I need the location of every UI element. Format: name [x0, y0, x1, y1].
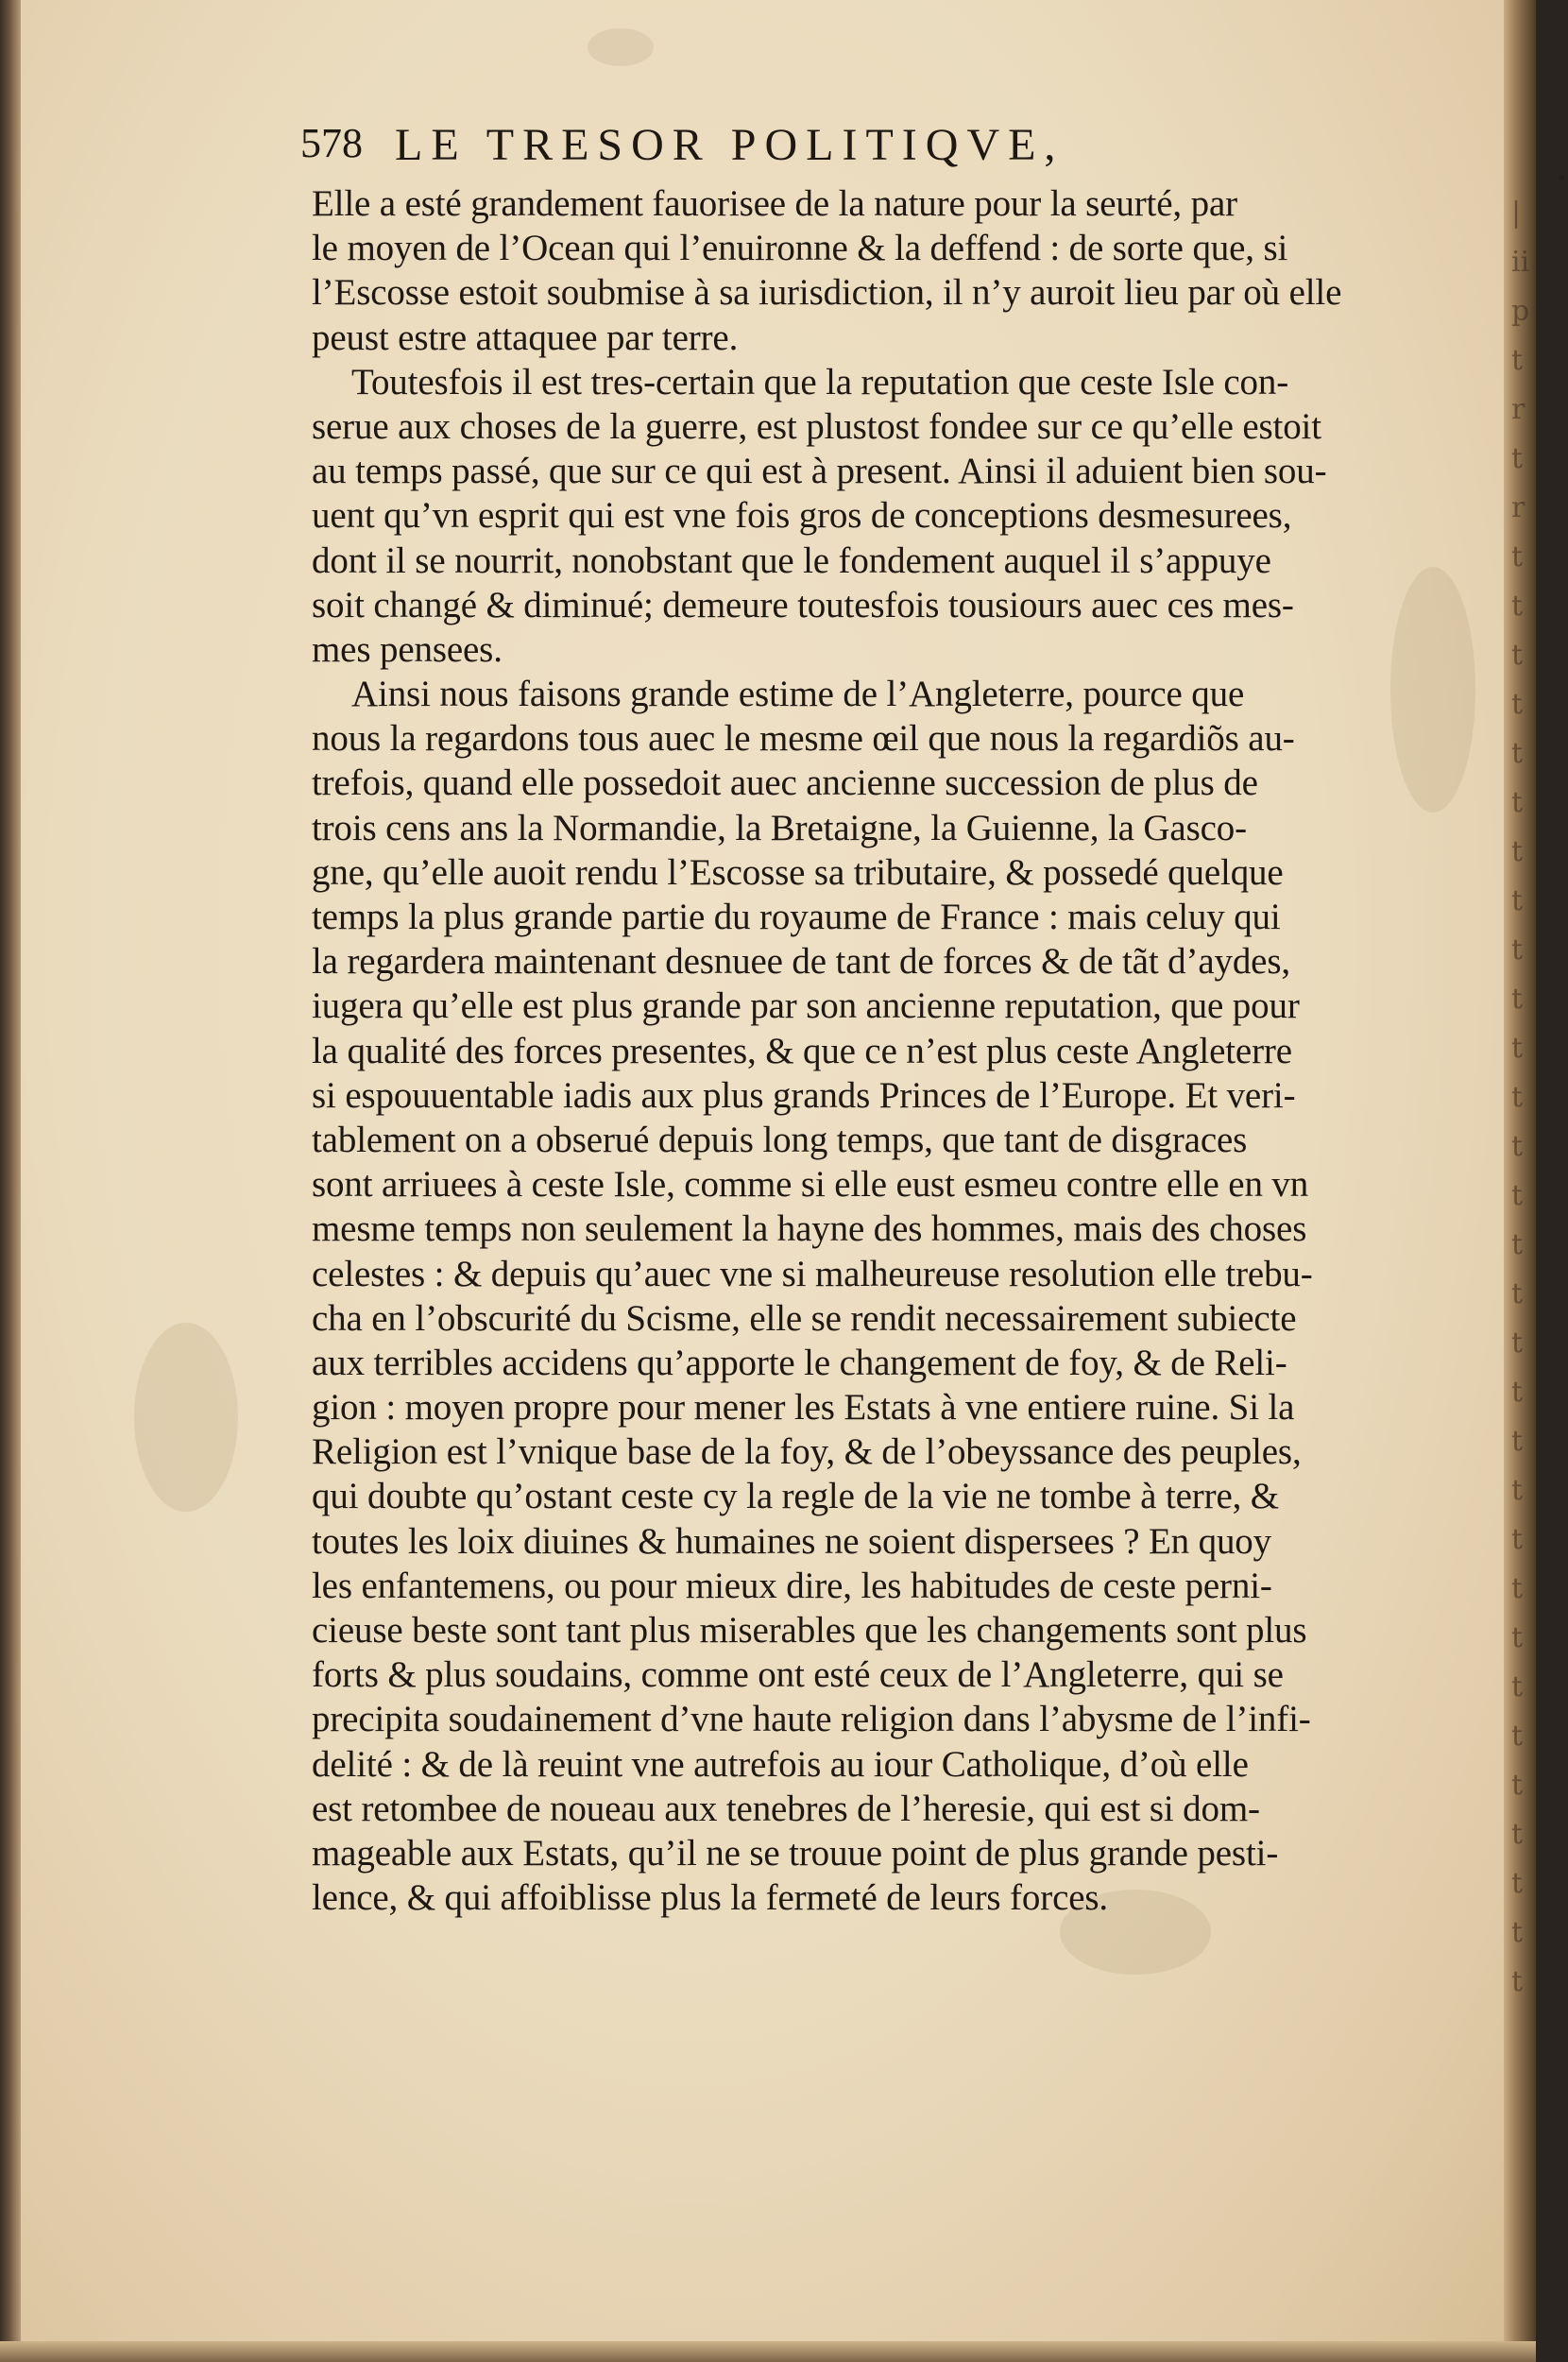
paper-stain	[134, 1323, 238, 1512]
text-line: celestes : & depuis qu’auec vne si malheureuse resolution elle trebu-	[312, 1253, 1313, 1294]
text-line: iugera qu’elle est plus grande par son ancienne reputation, que pour	[312, 985, 1300, 1027]
running-header	[300, 111, 1568, 189]
text-line: Religion est l’vnique base de la foy, & de l’obeyssance des peuples,	[312, 1431, 1302, 1473]
text-line: au temps passé, que sur ce qui est à present. Ainsi il aduient bien sou-	[312, 451, 1327, 492]
running-title: LE TRESOR POLITIQVE,	[395, 120, 1065, 170]
text-line: dont il se nourrit, nonobstant que le fondement auquel il s’appuye	[312, 539, 1271, 581]
text-line: Elle a esté grandement fauorisee de la nature pour la seurté, par	[312, 183, 1237, 224]
text-line: mes pensees.	[312, 628, 503, 670]
ornament-dot: •	[1557, 166, 1568, 189]
page-number: 578	[300, 120, 363, 166]
text-line: qui doubte qu’ostant ceste cy la regle de la vie ne tombe à terre, &	[312, 1476, 1279, 1517]
text-line: trefois, quand elle possedoit auec ancienne succession de plus de	[312, 762, 1258, 804]
text-line: cha en l’obscurité du Scisme, elle se rendit necessairement subiecte	[312, 1297, 1297, 1339]
text-line: les enfantemens, ou pour mieux dire, les habitudes de ceste perni-	[312, 1565, 1272, 1606]
text-line: sont arriuees à ceste Isle, comme si elle eust esmeu contre elle en vn	[312, 1164, 1309, 1206]
text-line: serue aux choses de la guerre, est plustost fondee sur ce qu’elle estoit	[312, 405, 1321, 447]
text-line: forts & plus soudains, comme ont esté ceux de l’Angleterre, qui se	[312, 1654, 1284, 1696]
text-line: toutes les loix diuines & humaines ne soient dispersees ? En quoy	[312, 1520, 1271, 1562]
text-line: la regardera maintenant desnuee de tant de forces & de tãt d’aydes,	[312, 941, 1290, 983]
text-line: l’Escosse estoit soubmise à sa iurisdiction, il n’y auroit lieu par où elle	[312, 272, 1342, 314]
text-line: mesme temps non seulement la hayne des hommes, mais des choses	[312, 1208, 1307, 1250]
text-line: gion : moyen propre pour mener les Estats à vne entiere ruine. Si la	[312, 1387, 1295, 1429]
body-text	[312, 181, 1445, 1920]
text-line: nous la regardons tous auec le mesme œil que nous la regardiõs au-	[312, 718, 1295, 760]
text-line: mageable aux Estats, qu’il ne se trouue point de plus grande pesti-	[312, 1832, 1279, 1874]
paragraph-first-line: Toutesfois il est tres-certain que la reputation que ceste Isle con-	[351, 361, 1289, 402]
text-line: temps la plus grande partie du royaume de France : mais celuy qui	[312, 897, 1281, 937]
text-line: cieuse beste sont tant plus miserables que les changements sont plus	[312, 1610, 1307, 1651]
facing-page-edge	[1504, 0, 1536, 2362]
page-bottom-edge	[0, 2341, 1536, 2362]
text-line: est retombee de noueau aux tenebres de l’heresie, qui est si dom-	[312, 1788, 1260, 1829]
paragraph-first-line: Ainsi nous faisons grande estime de l’Angleterre, pource que	[351, 674, 1245, 715]
text-line: precipita soudainement d’vne haute religion dans l’abysme de l’infi-	[312, 1699, 1311, 1740]
facing-page-bleed-through: | ii p t r t r t t t t t t t t t t t t t t t t t t t t t t t t t t t t t t	[1511, 197, 1530, 1998]
text-line: trois cens ans la Normandie, la Bretaigne, la Guienne, la Gasco-	[312, 807, 1247, 848]
text-line: le moyen de l’Ocean qui l’enuironne & la deffend : de sorte que, si	[312, 228, 1288, 269]
text-line: gne, qu’elle auoit rendu l’Escosse sa tributaire, & possedé quelque	[312, 851, 1284, 893]
text-line: lence, & qui affoiblisse plus la fermeté de leurs forces.	[312, 1877, 1109, 1919]
paper-stain	[588, 28, 654, 66]
text-line: peust estre attaquee par terre.	[312, 317, 739, 358]
text-line: aux terribles accidens qu’apporte le changement de foy, & de Reli-	[312, 1342, 1287, 1383]
text-line: uent qu’vn esprit qui est vne fois gros de conceptions desmesurees,	[312, 495, 1292, 537]
text-line: si espouuentable iadis aux plus grands Princes de l’Europe. Et veri-	[312, 1074, 1296, 1116]
text-line: soit changé & diminué; demeure toutesfois tousiours auec ces mes-	[312, 584, 1294, 625]
text-line: la qualité des forces presentes, & que ce n’est plus ceste Angleterre	[312, 1030, 1292, 1071]
text-line: delité : & de là reuint vne autrefois au iour Catholique, d’où elle	[312, 1743, 1249, 1785]
text-line: tablement on a obserué depuis long temps, que tant de disgraces	[312, 1119, 1248, 1160]
